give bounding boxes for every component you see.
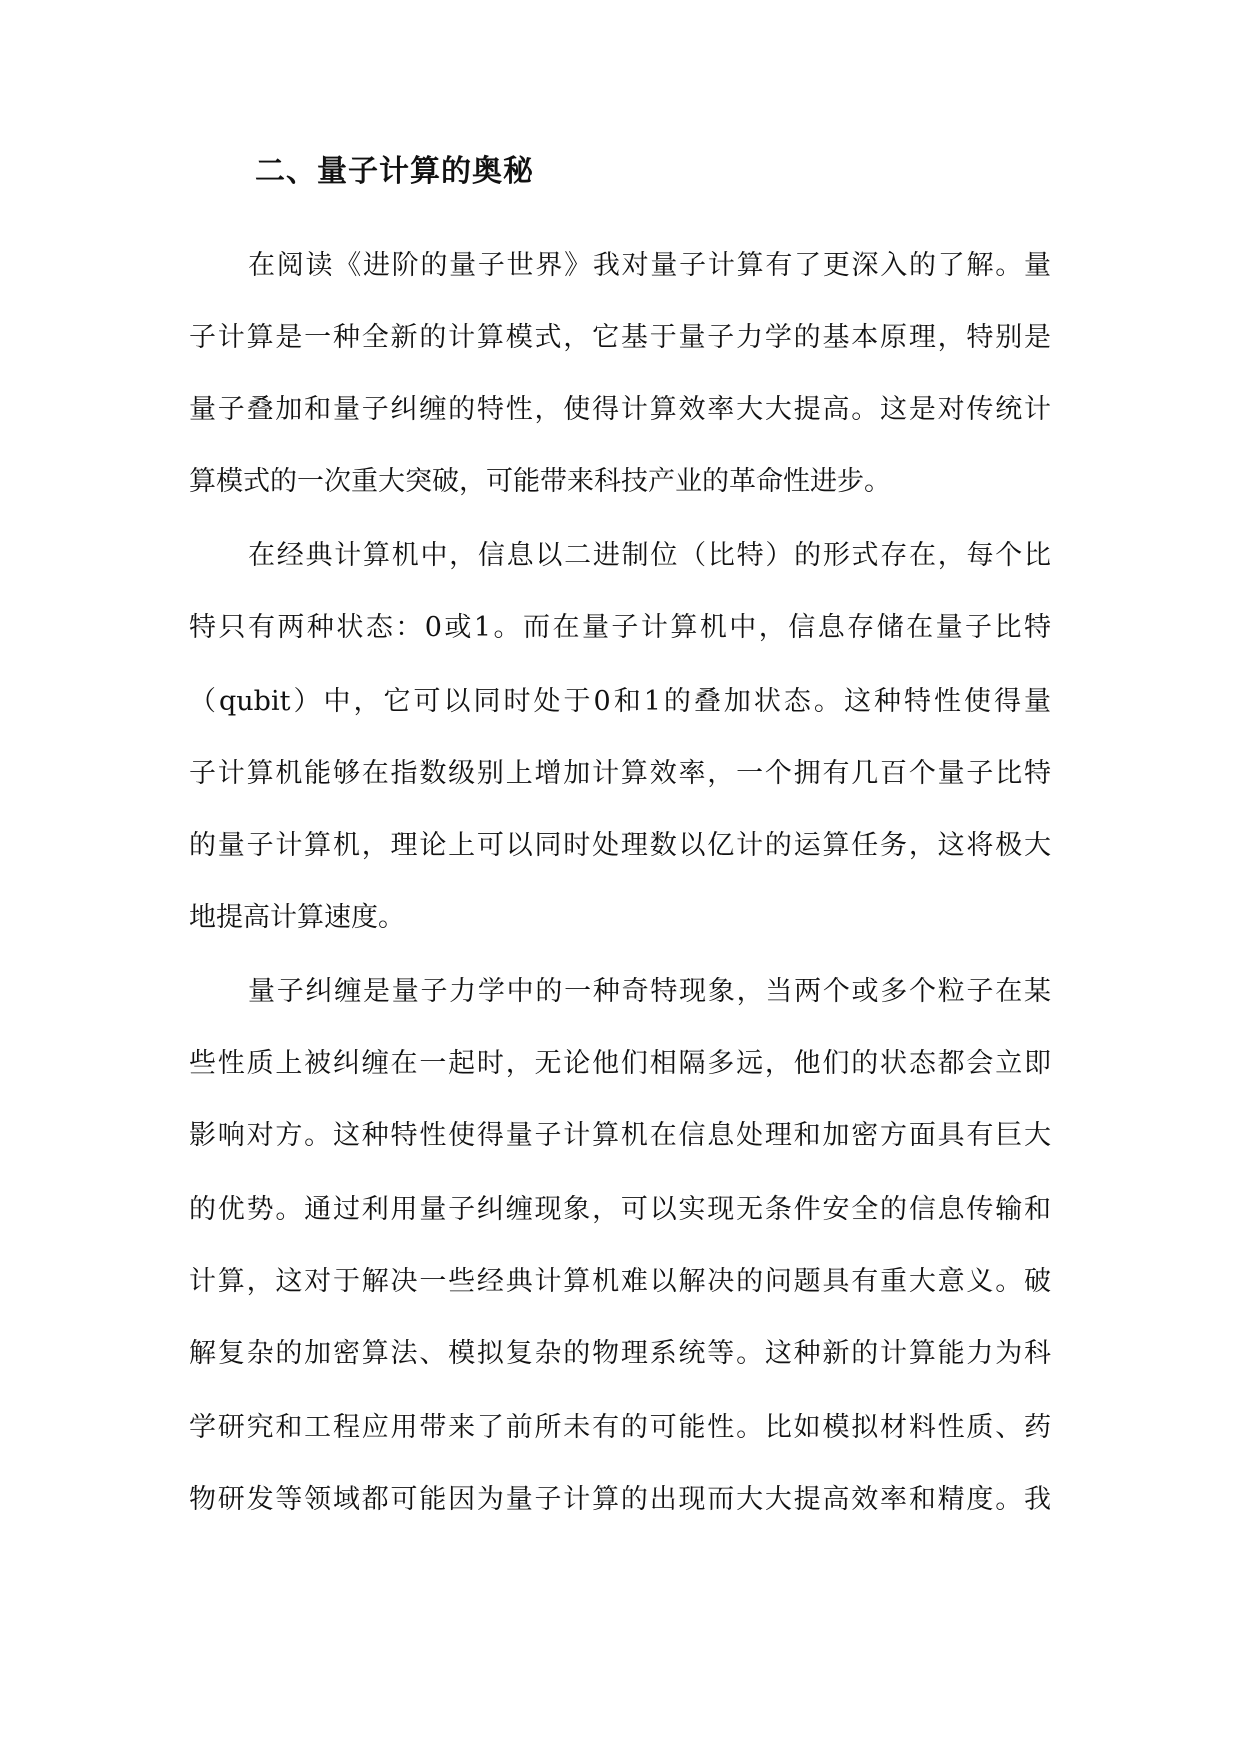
paragraph-3-line-5: 计算，这对于解决一些经典计算机难以解决的问题具有重大意义。破 [189,1266,1051,1297]
paragraph-1-line-3: 量子叠加和量子纠缠的特性，使得计算效率大大提高。这是对传统计 [189,394,1051,425]
paragraph-3-line-7: 学研究和工程应用带来了前所未有的可能性。比如模拟材料性质、药 [189,1412,1051,1443]
paragraph-1-line-2: 子计算是一种全新的计算模式，它基于量子力学的基本原理，特别是 [189,322,1051,353]
paragraph-1-line-4: 算模式的一次重大突破，可能带来科技产业的革命性进步。 [189,466,891,497]
paragraph-2-line-3: （qubit）中，它可以同时处于0和1的叠加状态。这种特性使得量 [189,686,1051,717]
paragraph-1-line-1: 在阅读《进阶的量子世界》我对量子计算有了更深入的了解。量 [248,250,1051,281]
paragraph-2-line-4: 子计算机能够在指数级别上增加计算效率，一个拥有几百个量子比特 [189,758,1051,789]
paragraph-3-line-6: 解复杂的加密算法、模拟复杂的物理系统等。这种新的计算能力为科 [189,1338,1051,1369]
paragraph-3-line-4: 的优势。通过利用量子纠缠现象，可以实现无条件安全的信息传输和 [189,1194,1051,1225]
section-heading: 二、量子计算的奥秘 [255,154,534,189]
paragraph-2-line-6: 地提高计算速度。 [189,902,405,933]
paragraph-2-line-5: 的量子计算机，理论上可以同时处理数以亿计的运算任务，这将极大 [189,830,1051,861]
paragraph-2-line-2: 特只有两种状态：0或1。而在量子计算机中，信息存储在量子比特 [189,612,1051,643]
paragraph-3-line-1: 量子纠缠是量子力学中的一种奇特现象，当两个或多个粒子在某 [248,976,1051,1007]
paragraph-3-line-2: 些性质上被纠缠在一起时，无论他们相隔多远，他们的状态都会立即 [189,1048,1051,1079]
paragraph-3-line-3: 影响对方。这种特性使得量子计算机在信息处理和加密方面具有巨大 [189,1120,1051,1151]
paragraph-2-line-1: 在经典计算机中，信息以二进制位（比特）的形式存在，每个比 [248,540,1051,571]
paragraph-3-line-8: 物研发等领域都可能因为量子计算的出现而大大提高效率和精度。我 [189,1484,1051,1515]
